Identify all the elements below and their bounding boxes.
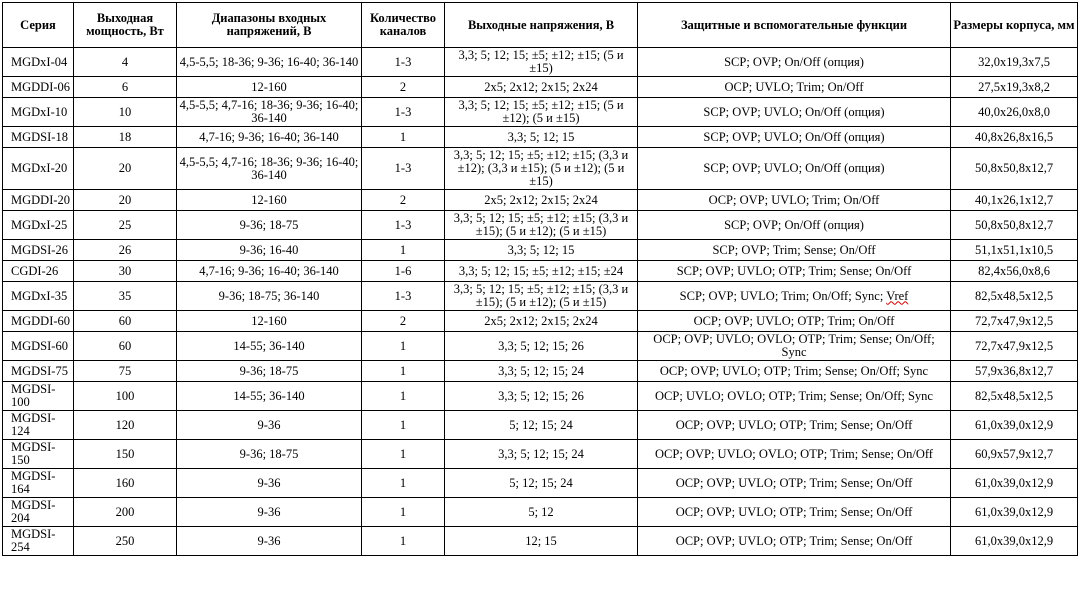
table-row: [3, 498, 1078, 527]
header-series: Серия: [3, 3, 74, 48]
cell-channels: 1: [362, 498, 445, 527]
cell-power: 75: [74, 361, 177, 382]
cell-channels: 1: [362, 240, 445, 261]
cell-input: 12-160: [177, 311, 362, 332]
cell-size: 51,1x51,1x10,5: [951, 240, 1078, 261]
cell-functions: OCP; OVP; UVLO; OTP; Trim; Sense; On/Off: [638, 498, 951, 527]
table-row: [3, 261, 1078, 282]
cell-channels: 1: [362, 127, 445, 148]
cell-channels: 1-3: [362, 148, 445, 190]
cell-functions: [638, 282, 951, 311]
cell-functions: OCP; OVP; UVLO; OTP; Trim; Sense; On/Off: [638, 527, 951, 556]
cell-input: 9-36; 18-75: [177, 440, 362, 469]
cell-size: 82,4x56,0x8,6: [951, 261, 1078, 282]
cell-power: 25: [74, 211, 177, 240]
cell-size: 27,5x19,3x8,2: [951, 77, 1078, 98]
cell-power: 200: [74, 498, 177, 527]
cell-size: 61,0x39,0x12,9: [951, 527, 1078, 556]
table-row: [3, 211, 1078, 240]
cell-input: 9-36: [177, 498, 362, 527]
header-power: Выходная мощность, Вт: [74, 3, 177, 48]
cell-input: 9-36: [177, 527, 362, 556]
table-header-row: [3, 3, 1078, 48]
cell-power: 20: [74, 190, 177, 211]
cell-series: MGDDI-20: [3, 190, 74, 211]
header-channels: Количество каналов: [362, 3, 445, 48]
cell-output: 3,3; 5; 12; 15; 26: [445, 382, 638, 411]
cell-size: 72,7x47,9x12,5: [951, 311, 1078, 332]
header-output-voltage: Выходные напряжения, В: [445, 3, 638, 48]
cell-channels: 2: [362, 190, 445, 211]
cell-size: 40,1x26,1x12,7: [951, 190, 1078, 211]
cell-series: MGDSI-75: [3, 361, 74, 382]
table-row: [3, 311, 1078, 332]
cell-functions: SCP; OVP; UVLO; On/Off (опция): [638, 127, 951, 148]
table-row: [3, 98, 1078, 127]
cell-functions: OCP; OVP; UVLO; OVLO; OTP; Trim; Sense; On/Off; Sync: [638, 332, 951, 361]
cell-input: 4,7-16; 9-36; 16-40; 36-140: [177, 261, 362, 282]
cell-output: 3,3; 5; 12; 15; ±5; ±12; ±15; ±24: [445, 261, 638, 282]
functions-main-text: SCP; OVP; UVLO; Trim; On/Off; Sync;: [679, 288, 887, 303]
cell-size: 40,0x26,0x8,0: [951, 98, 1078, 127]
cell-size: 61,0x39,0x12,9: [951, 411, 1078, 440]
cell-series: MGDSI-204: [3, 498, 74, 527]
cell-input: 4,5-5,5; 4,7-16; 18-36; 9-36; 16-40; 36-140: [177, 148, 362, 190]
cell-series: MGDDI-60: [3, 311, 74, 332]
cell-channels: 1: [362, 382, 445, 411]
cell-input: 9-36; 16-40: [177, 240, 362, 261]
cell-channels: 1-3: [362, 211, 445, 240]
vref-spellcheck-text: Vref: [886, 288, 909, 303]
cell-functions: SCP; OVP; UVLO; On/Off (опция): [638, 98, 951, 127]
cell-power: 35: [74, 282, 177, 311]
cell-input: 9-36: [177, 411, 362, 440]
table-row: [3, 332, 1078, 361]
cell-output: 3,3; 5; 12; 15; 26: [445, 332, 638, 361]
table-row: [3, 148, 1078, 190]
cell-functions: OCP; OVP; UVLO; OVLO; OTP; Trim; Sense; On/Off: [638, 440, 951, 469]
cell-power: 100: [74, 382, 177, 411]
cell-output: 5; 12; 15; 24: [445, 469, 638, 498]
cell-power: 18: [74, 127, 177, 148]
cell-input: 14-55; 36-140: [177, 332, 362, 361]
cell-size: 40,8x26,8x16,5: [951, 127, 1078, 148]
table-row: [3, 240, 1078, 261]
cell-series: MGDSI-150: [3, 440, 74, 469]
cell-channels: 1: [362, 469, 445, 498]
header-input-voltage: Диапазоны входных напряжений, В: [177, 3, 362, 48]
cell-series: MGDSI-18: [3, 127, 74, 148]
power-modules-table: [2, 2, 1078, 556]
cell-series: MGDxI-20: [3, 148, 74, 190]
cell-size: 50,8x50,8x12,7: [951, 148, 1078, 190]
cell-functions: OCP; OVP; UVLO; OTP; Trim; Sense; On/Off; Sync: [638, 361, 951, 382]
cell-functions: OCP; UVLO; OVLO; OTP; Trim; Sense; On/Off; Sync: [638, 382, 951, 411]
cell-input: 9-36; 18-75: [177, 361, 362, 382]
cell-functions: OCP; OVP; UVLO; OTP; Trim; Sense; On/Off: [638, 469, 951, 498]
cell-channels: 2: [362, 311, 445, 332]
cell-series: MGDSI-26: [3, 240, 74, 261]
cell-output: 3,3; 5; 12; 15: [445, 240, 638, 261]
cell-output: 3,3; 5; 12; 15: [445, 127, 638, 148]
header-functions: Защитные и вспомогательные функции: [638, 3, 951, 48]
cell-channels: 1: [362, 332, 445, 361]
cell-series: MGDSI-124: [3, 411, 74, 440]
cell-channels: 2: [362, 77, 445, 98]
cell-functions: SCP; OVP; On/Off (опция): [638, 48, 951, 77]
cell-power: 120: [74, 411, 177, 440]
cell-output: 3,3; 5; 12; 15; ±5; ±12; ±15; (3,3 и ±12); (3,3 и ±15); (5 и ±12); (5 и ±15): [445, 148, 638, 190]
cell-power: 60: [74, 332, 177, 361]
table-row: [3, 469, 1078, 498]
cell-size: 61,0x39,0x12,9: [951, 469, 1078, 498]
cell-input: 9-36; 18-75; 36-140: [177, 282, 362, 311]
cell-power: 60: [74, 311, 177, 332]
table-row: [3, 440, 1078, 469]
table-row: [3, 382, 1078, 411]
cell-output: 3,3; 5; 12; 15; ±5; ±12; ±15; (3,3 и ±15); (5 и ±12); (5 и ±15): [445, 211, 638, 240]
cell-output: 3,3; 5; 12; 15; ±5; ±12; ±15; (3,3 и ±15); (5 и ±12); (5 и ±15): [445, 282, 638, 311]
cell-size: 61,0x39,0x12,9: [951, 498, 1078, 527]
cell-power: 26: [74, 240, 177, 261]
cell-power: 20: [74, 148, 177, 190]
cell-size: 82,5x48,5x12,5: [951, 282, 1078, 311]
cell-input: 9-36: [177, 469, 362, 498]
cell-series: MGDSI-254: [3, 527, 74, 556]
cell-power: 10: [74, 98, 177, 127]
cell-channels: 1: [362, 527, 445, 556]
table-row: [3, 282, 1078, 311]
cell-size: 82,5x48,5x12,5: [951, 382, 1078, 411]
cell-functions: SCP; OVP; UVLO; OTP; Trim; Sense; On/Off: [638, 261, 951, 282]
cell-series: MGDxI-35: [3, 282, 74, 311]
cell-size: 57,9x36,8x12,7: [951, 361, 1078, 382]
cell-input: 4,5-5,5; 18-36; 9-36; 16-40; 36-140: [177, 48, 362, 77]
table-row: [3, 361, 1078, 382]
cell-power: 150: [74, 440, 177, 469]
cell-output: 2x5; 2x12; 2x15; 2x24: [445, 77, 638, 98]
cell-functions: OCP; OVP; UVLO; Trim; On/Off: [638, 190, 951, 211]
cell-functions: SCP; OVP; On/Off (опция): [638, 211, 951, 240]
cell-input: 12-160: [177, 190, 362, 211]
cell-output: 2x5; 2x12; 2x15; 2x24: [445, 190, 638, 211]
cell-input: 14-55; 36-140: [177, 382, 362, 411]
cell-series: MGDxI-04: [3, 48, 74, 77]
cell-output: 5; 12; 15; 24: [445, 411, 638, 440]
table-row: [3, 190, 1078, 211]
table-row: [3, 527, 1078, 556]
cell-functions: OCP; UVLO; Trim; On/Off: [638, 77, 951, 98]
cell-power: 250: [74, 527, 177, 556]
table-row: [3, 48, 1078, 77]
cell-series: MGDSI-100: [3, 382, 74, 411]
cell-size: 32,0x19,3x7,5: [951, 48, 1078, 77]
cell-channels: 1-6: [362, 261, 445, 282]
cell-size: 72,7x47,9x12,5: [951, 332, 1078, 361]
cell-output: 3,3; 5; 12; 15; ±5; ±12; ±15; (5 и ±12); (5 и ±15): [445, 98, 638, 127]
cell-series: CGDI-26: [3, 261, 74, 282]
cell-input: 9-36; 18-75: [177, 211, 362, 240]
cell-channels: 1-3: [362, 98, 445, 127]
cell-power: 4: [74, 48, 177, 77]
cell-output: 3,3; 5; 12; 15; 24: [445, 440, 638, 469]
table-row: [3, 411, 1078, 440]
cell-output: 3,3; 5; 12; 15; 24: [445, 361, 638, 382]
table-row: [3, 127, 1078, 148]
cell-series: MGDSI-164: [3, 469, 74, 498]
cell-power: 6: [74, 77, 177, 98]
cell-power: 160: [74, 469, 177, 498]
cell-functions: OCP; OVP; UVLO; OTP; Trim; On/Off: [638, 311, 951, 332]
cell-channels: 1: [362, 411, 445, 440]
cell-series: MGDxI-25: [3, 211, 74, 240]
cell-series: MGDDI-06: [3, 77, 74, 98]
cell-channels: 1-3: [362, 48, 445, 77]
cell-power: 30: [74, 261, 177, 282]
cell-output: 3,3; 5; 12; 15; ±5; ±12; ±15; (5 и ±15): [445, 48, 638, 77]
cell-channels: 1: [362, 440, 445, 469]
cell-input: 4,5-5,5; 4,7-16; 18-36; 9-36; 16-40; 36-140: [177, 98, 362, 127]
cell-channels: 1-3: [362, 282, 445, 311]
cell-functions: OCP; OVP; UVLO; OTP; Trim; Sense; On/Off: [638, 411, 951, 440]
cell-output: 5; 12: [445, 498, 638, 527]
cell-series: MGDSI-60: [3, 332, 74, 361]
cell-output: 12; 15: [445, 527, 638, 556]
cell-input: 4,7-16; 9-36; 16-40; 36-140: [177, 127, 362, 148]
cell-functions: SCP; OVP; Trim; Sense; On/Off: [638, 240, 951, 261]
cell-size: 50,8x50,8x12,7: [951, 211, 1078, 240]
header-size: Размеры корпуса, мм: [951, 3, 1078, 48]
cell-output: 2x5; 2x12; 2x15; 2x24: [445, 311, 638, 332]
table-row: [3, 77, 1078, 98]
cell-functions: SCP; OVP; UVLO; On/Off (опция): [638, 148, 951, 190]
cell-input: 12-160: [177, 77, 362, 98]
cell-channels: 1: [362, 361, 445, 382]
cell-size: 60,9x57,9x12,7: [951, 440, 1078, 469]
cell-series: MGDxI-10: [3, 98, 74, 127]
